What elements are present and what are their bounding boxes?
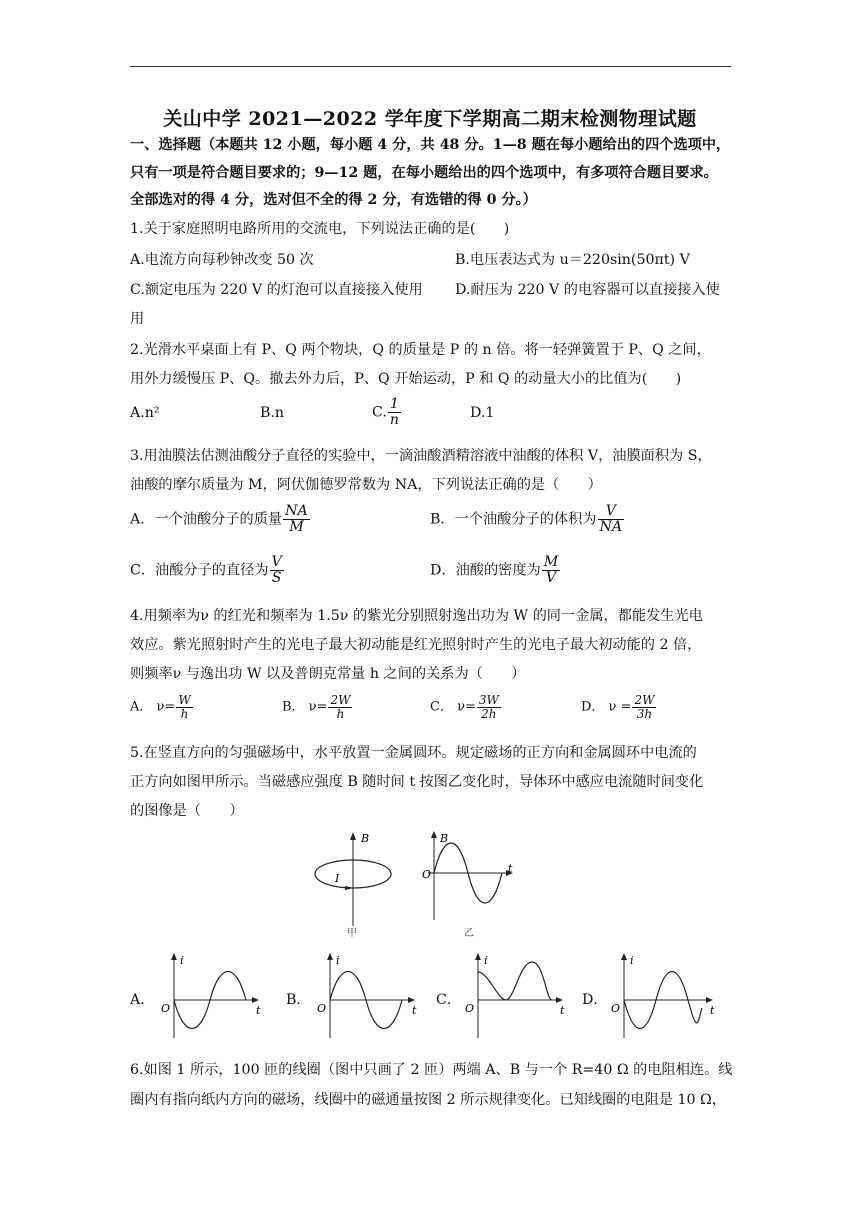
figure-jia-caption: 甲 [347,928,357,938]
q1-option-d: D.耐压为 220 V 的电容器可以直接接入使 [455,282,720,298]
q4-d-denominator: 3h [636,706,653,721]
q2-option-c-prefix: C. [372,404,387,421]
d-label-i: i [630,954,634,967]
q4-c-numerator: 3W [478,693,499,707]
b-label-o: O [317,1002,327,1015]
q5-option-c-label: C． [436,992,462,1008]
q2-option-c [372,397,401,428]
q4-line1: 4.用频率为ν 的红光和频率为 1.5ν 的紫光分别照射逸出功为 W 的同一金属，都能发生光电 [130,608,703,624]
q5-option-b-label: B． [286,992,311,1008]
q6-line1: 6.如图 1 所示，100 匝的线圈（图中只画了 2 匝）两端 A、B 与一个 R=40 Ω 的电阻相连。线 [130,1062,733,1078]
q5-option-c-graph [460,950,570,1042]
header-rule [130,66,731,67]
q4-option-a-text: A． ν= [130,699,176,715]
q3-c-numerator: V [271,554,282,570]
q2-c-numerator: 1 [388,397,401,413]
q3-c-denominator: S [271,569,282,586]
q4-line2: 效应。紫光照射时产生的光电子最大初动能是红光照射时产生的光电子最大初动能的 2 倍， [130,637,702,653]
jia-label-b: B [361,832,370,845]
figure-jia-ring [305,828,405,938]
q3-option-a [130,504,310,535]
q3-b-numerator: V [598,504,625,520]
yi-label-t: t [508,862,513,875]
q3-a-denominator: M [289,518,304,535]
figure-yi-b-t-graph [418,828,518,938]
jia-label-i: I [335,872,340,885]
q2-line1: 2.光滑水平桌面上有 P、Q 两个物块，Q 的质量是 P 的 n 倍。将一轻弹簧置于 P、Q 之间， [130,342,711,358]
yi-label-o: O [422,868,432,881]
q3-option-c-text: C．油酸分子的直径为 [130,562,269,579]
q2-option-d: D.1 [470,405,495,421]
q1-option-b: B.电压表达式为 u＝220sin(50πt) V [455,252,690,268]
q3-b-denominator: NA [599,518,623,535]
section-instructions-line1: 一、选择题（本题共 12 小题，每小题 4 分，共 48 分。1—8 题在每小题给出的四个选项中， [130,137,731,153]
q2-c-denominator: n [389,411,399,428]
q4-option-b [282,694,352,720]
q4-option-d-text: D． ν = [581,699,632,715]
q2-option-c-fraction [388,397,401,428]
q1-option-a: A.电流方向每秒钟改变 50 次 [130,252,314,268]
q3-option-a-text: A．一个油酸分子的质量 [130,511,283,528]
section-instructions-line3: 全部选对的得 4 分，选对但不全的得 2 分，有选错的得 0 分。） [130,192,537,208]
q3-line2: 油酸的摩尔质量为 M，阿伏伽德罗常数为 NA，下列说法正确的是（ ） [130,477,602,493]
q4-d-numerator: 2W [634,693,655,707]
q3-option-b-text: B．一个油酸分子的体积为 [430,511,597,528]
q3-d-denominator: V [545,569,557,586]
c-label-i: i [484,954,488,967]
d-label-t: t [710,1004,715,1017]
q3-d-numerator: M [543,554,559,570]
q6-line2: 圈内有指向纸内方向的磁场，线圈中的磁通量按图 2 所示规律变化。已知线圈的电阻是 10 Ω， [130,1092,727,1108]
d-label-o: O [611,1002,621,1015]
q4-b-denominator: h [336,706,345,721]
a-label-o: O [161,1002,171,1015]
yi-label-b: B [440,832,449,845]
q4-a-denominator: h [180,706,189,721]
q2-line2: 用外力缓慢压 P、Q。撤去外力后，P、Q 开始运动，P 和 Q 的动量大小的比值为( ) [130,371,682,387]
q1-option-d-cont: 用 [130,311,145,327]
figure-yi-caption: 乙 [464,928,474,938]
c-label-o: O [465,1002,475,1015]
a-label-t: t [256,1004,261,1017]
q4-c-denominator: 2h [481,706,497,721]
q5-line1: 5.在竖直方向的匀强磁场中，水平放置一金属圆环。规定磁场的正方向和金属圆环中电流的 [130,745,697,761]
c-label-t: t [560,1004,565,1017]
q1-option-c: C.额定电压为 220 V 的灯泡可以直接接入使用 [130,282,423,298]
q3-option-d [430,555,560,586]
q5-option-d-graph [606,950,722,1042]
q4-option-a [130,694,193,720]
q4-option-c-text: C． ν= [430,699,476,715]
q4-option-b-text: B． ν= [282,699,328,715]
b-label-i: i [336,954,340,967]
q5-option-a-label: A． [130,992,155,1008]
q3-line1: 3.用油膜法估测油酸分子直径的实验中，一滴油酸酒精溶液中油酸的体积 V，油膜面积为 S， [130,448,712,464]
q5-option-d-label: D． [582,992,608,1008]
a-label-i: i [180,954,184,967]
q4-option-c [430,694,501,720]
exam-title: 关山中学 2021—2022 学年度下学期高二期末检测物理试题 [163,108,697,130]
q2-option-b: B.n [260,405,285,421]
q4-option-d [581,694,656,720]
q5-option-a-graph [156,950,266,1042]
q3-option-d-text: D．油酸的密度为 [430,562,541,579]
q5-line2: 正方向如图甲所示。当磁感应强度 B 随时间 t 按图乙变化时，导体环中感应电流随时间变化 [130,774,704,790]
q5-line3: 的图像是（ ） [130,803,244,819]
q4-line3: 则频率ν 与逸出功 W 以及普朗克常量 h 之间的关系为（ ） [130,666,526,682]
q1-stem: 1.关于家庭照明电路所用的交流电，下列说法正确的是( ) [130,221,510,237]
q3-option-c [130,555,284,586]
q4-b-numerator: 2W [330,693,351,707]
section-instructions-line2: 只有一项是符合题目要求的；9—12 题，在每小题给出的四个选项中，有多项符合题目要求。 [130,165,718,181]
q3-a-numerator: NA [285,503,308,519]
b-label-t: t [412,1004,417,1017]
q4-a-numerator: W [178,693,191,707]
q5-option-b-graph [312,950,422,1042]
q2-option-a: A.n² [130,405,160,421]
q3-option-b [430,504,624,535]
